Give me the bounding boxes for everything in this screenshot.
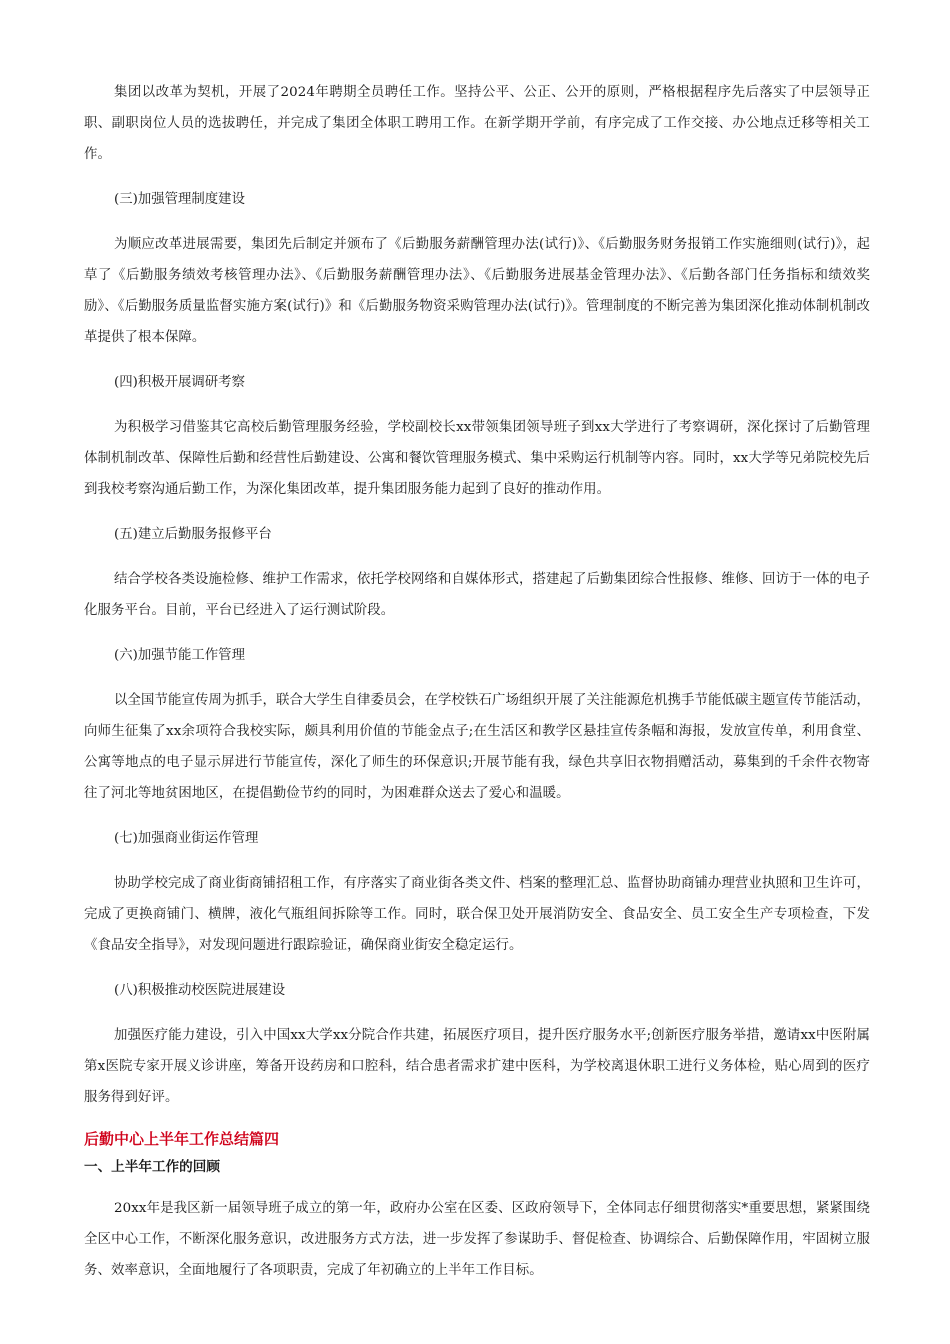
subheading-research: (四)积极开展调研考察: [114, 375, 245, 390]
paragraph-commercial-street: 协助学校完成了商业街商铺招租工作，有序落实了商业街各类文件、档案的整理汇总、监督协助商铺办理营业执照和卫生许可，完成了更换商铺门、横牌，液化气瓶组间拆除等工作。同时，联合保卫处开展消防安全、食品安全、员工安全生产专项检查，下发《食品安全指导》，对发现问题进行跟踪验证，确保商业街安全稳定运行。: [84, 876, 870, 953]
document-page: [84, 77, 870, 1300]
paragraph-management-system: 为顺应改革进展需要，集团先后制定并颁布了《后勤服务薪酬管理办法(试行)》、《后勤服务财务报销工作实施细则(试行)》，起草了《后勤服务绩效考核管理办法》、《后勤服务薪酬管理办法》、《后勤服务进展基金管理办法》、《后勤各部门任务指标和绩效奖励》、《后勤服务质量监督实施方案(试行)》和《后勤服务物资采购管理办法(试行)》。管理制度的不断完善为集团深化推动体制机制改革提供了根本保障。: [84, 237, 870, 345]
paragraph-repair-platform: 结合学校各类设施检修、维护工作需求，依托学校网络和自媒体形式，搭建起了后勤集团综合性报修、维修、回访于一体的电子化服务平台。目前，平台已经进入了运行测试阶段。: [84, 572, 870, 618]
paragraph-research: 为积极学习借鉴其它高校后勤管理服务经验，学校副校长xx带领集团领导班子到xx大学进行了考察调研，深化探讨了后勤管理体制机制改革、保障性后勤和经营性后勤建设、公寓和餐饮管理服务模式、集中采购运行机制等内容。同时，xx大学等兄弟院校先后到我校考察沟通后勤工作，为深化集团改革，提升集团服务能力起到了良好的推动作用。: [84, 420, 870, 497]
subheading-commercial-street: (七)加强商业街运作管理: [114, 831, 259, 846]
subheading-energy-saving: (六)加强节能工作管理: [114, 648, 245, 663]
paragraph-hospital: 加强医疗能力建设，引入中国xx大学xx分院合作共建，拓展医疗项目，提升医疗服务水平;创新医疗服务举措，邀请xx中医附属第x医院专家开展义诊讲座，筹备开设药房和口腔科，结合患者需求扩建中医科，为学校离退休职工进行义务体检，贴心周到的医疗服务得到好评。: [84, 1028, 870, 1105]
section-heading-review: 一、上半年工作的回顾: [84, 1159, 220, 1175]
paragraph-energy-saving: 以全国节能宣传周为抓手，联合大学生自律委员会，在学校铁石广场组织开展了关注能源危机携手节能低碳主题宣传节能活动，向师生征集了xx余项符合我校实际，颇具利用价值的节能金点子;在生活区和教学区悬挂宣传条幅和海报，发放宣传单，利用食堂、公寓等地点的电子显示屏进行节能宣传，深化了师生的环保意识;开展节能有我，绿色共享旧衣物捐赠活动，募集到的千余件衣物寄往了河北等地贫困地区，在提倡勤俭节约的同时，为困难群众送去了爱心和温暖。: [84, 693, 870, 801]
article-title: 后勤中心上半年工作总结篇四: [84, 1130, 280, 1148]
subheading-management-system: (三)加强管理制度建设: [114, 192, 245, 207]
paragraph-recruitment: 集团以改革为契机，开展了2024年聘期全员聘任工作。坚持公平、公正、公开的原则，严格根据程序先后落实了中层领导正职、副职岗位人员的选拔聘任，并完成了集团全体职工聘用工作。在新学期开学前，有序完成了工作交接、办公地点迁移等相关工作。: [84, 85, 870, 162]
paragraph-review: 20xx年是我区新一届领导班子成立的第一年，政府办公室在区委、区政府领导下，全体同志仔细贯彻落实*重要思想，紧紧围绕全区中心工作，不断深化服务意识，改进服务方式方法，进一步发挥了参谋助手、督促检查、协调综合、后勤保障作用，牢固树立服务、效率意识，全面地履行了各项职责，完成了年初确立的上半年工作目标。: [84, 1201, 870, 1278]
subheading-repair-platform: (五)建立后勤服务报修平台: [114, 527, 272, 542]
subheading-hospital: (八)积极推动校医院进展建设: [114, 983, 286, 998]
